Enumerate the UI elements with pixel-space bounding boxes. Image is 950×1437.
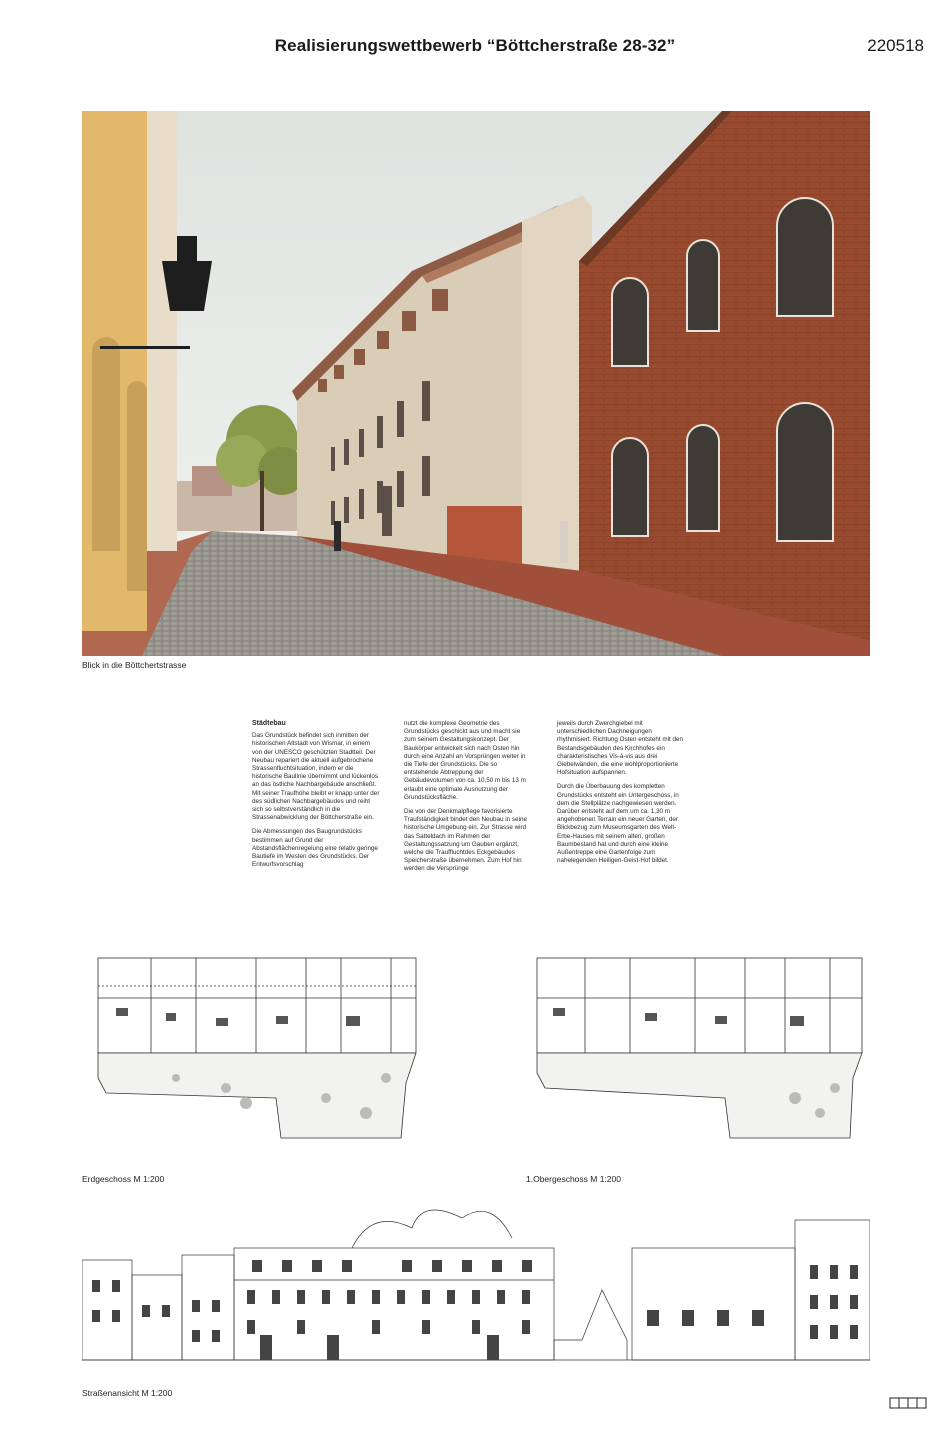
text-column-3 (557, 720, 685, 871)
street-render (82, 111, 870, 656)
elevation-caption: Straßenansicht M 1:200 (82, 1388, 173, 1398)
text-column-2 (404, 720, 532, 880)
floor-plan-upper (535, 938, 870, 1143)
render-caption: Blick in die Böttchertstrasse (82, 660, 187, 670)
page-title: Realisierungswettbewerb “Böttcherstraße 28-32” (274, 36, 676, 55)
scale-bar-icon (889, 1396, 927, 1408)
paragraph: nutzt die komplexe Geometrie des Grundstücks geschickt aus und macht sie zum seinem Gestaltungskonzept. Der Baukörper entwickelt sich nach Osten hin durch eine Anzahl an Vorsprüngen weiter in die Tiefe der Grundstücks. Die so entstehende Abtreppung der Gebäudevolumen von ca. 10,50 m bis 13 m erlaubt eine optimale Ausnutzung der Grundstücksfläche. (404, 720, 526, 801)
section-heading: Städtebau (252, 720, 286, 727)
text-column-1 (252, 720, 380, 875)
floor-plan-ground (96, 938, 426, 1143)
plan-og-caption: 1.Obergeschoss M 1:200 (526, 1174, 621, 1184)
plan-eg-caption: Erdgeschoss M 1:200 (82, 1174, 165, 1184)
street-elevation (82, 1190, 870, 1365)
paragraph: Das Grundstück befindet sich inmitten der historischen Altstadt von Wismar, in einem von der UNESCO geschützten Stadtteil. Der Neubau repariert die aktuell aufgebrochene Strassenfluchtsituation, indem er die historische Baulinie übernimmt und lückenlos an das östliche Nachbargebäude anschließt. Mit seiner Traufhöhe bleibt er knapp unter der des südlichen Nachbargebäudes und reiht sich so selbstverständlich in die Strassenabwicklung der Böttcherstraße ein. (252, 732, 380, 822)
project-code: 220518 (867, 36, 924, 55)
paragraph: Durch die Überbauung des kompletten Grundstücks entsteht ein Untergeschoss, in dem die Stellplätze nachgewiesen werden. Darüber entsteht auf dem um ca. 1,30 m angehobenen Terrain ein neuer Garten, der Blickbezug zum Museumsgarten des Welt-Erbe-Hauses mit seinem alten, großen Baumbestand hat und durch eine kleine Außentreppe eine Gartenfolge zum nahelegenden Heiligen-Geist-Hof bildet. (557, 783, 679, 865)
paragraph: Die von der Denkmalpflege favorisierte Traufständigkeit bindet den Neubau in seine historische Umgebung ein. Zur Strasse wird das Satteldach im Rahmen der Gestaltungssatzung um Gauben ergänzt, welche die Trauffluchtdes Eckgebäudes Speicherstraße übernehmen. Zum Hof hin werden die Versprünge (404, 808, 527, 873)
paragraph: Die Abmessungen des Baugrundstücks bestimmen auf Grund der Abstandsflächenregelung eine relativ geringe Bautiefe im Westen des Grundstücks. Der Entwurfsvorschlag (252, 828, 379, 869)
paragraph: jeweils durch Zwerchgiebel mit unterschiedlichen Dachneigungen rhythmisiert. Richtung Osten entsteht mit den Bestandsgebäuden des Kirchhofes ein charakteristisches Vis-à-vis aus drei Giebelwänden, die eine wohlproportionierte Hofsituation aufspannen. (557, 720, 683, 777)
